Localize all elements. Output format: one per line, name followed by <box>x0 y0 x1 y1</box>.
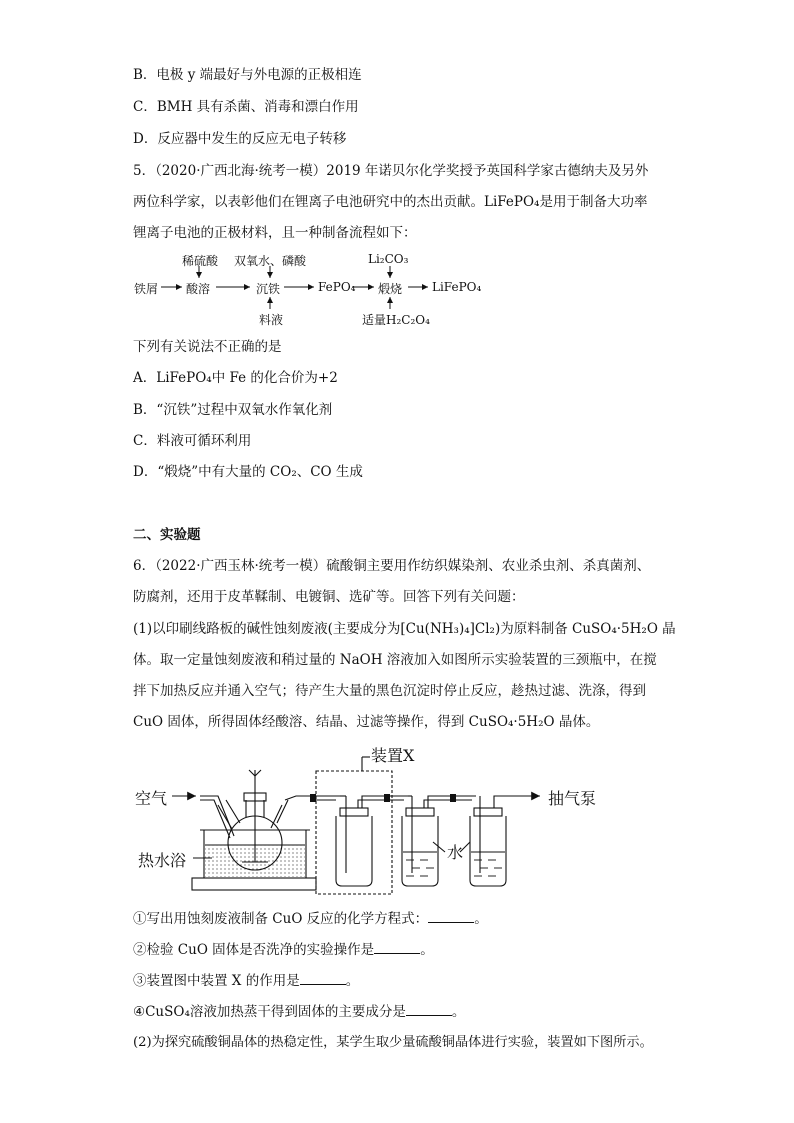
section-heading: 二、实验题 <box>133 527 201 543</box>
flow-reagent-oxalic-acid: 适量H₂C₂O₄ <box>362 313 430 327</box>
flow-reagent-li2co3: Li₂CO₃ <box>368 252 409 266</box>
q5-option-a: A．LiFePO₄中 Fe 的化合价为+2 <box>133 370 338 386</box>
q6-sub1 <box>133 910 488 928</box>
flow-node-lifepo4: LiFePO₄ <box>432 280 482 294</box>
q4-option-d: D．反应器中发生的反应无电子转移 <box>133 131 347 147</box>
q5-option-d: D．“煅烧”中有大量的 CO₂、CO 生成 <box>133 464 363 480</box>
q5-option-c: C．料液可循环利用 <box>133 433 252 449</box>
flow-reagent-peroxide-phosphoric: 双氧水、磷酸 <box>234 254 307 268</box>
q6-sub2-text: ②检验 CuO 固体是否洗净的实验操作是 <box>133 942 375 958</box>
answer-blank-1[interactable] <box>428 910 474 923</box>
q6-stem-line1: 6．（2022·广西玉林·统考一模）硫酸铜主要用作纺织媒染剂、农业杀虫剂、杀真菌剂、 <box>133 558 651 574</box>
hot-water-bath-label: 热水浴 <box>138 851 187 870</box>
answer-blank-3[interactable] <box>300 972 346 985</box>
q6-part2: (2)为探究硫酸铜晶体的热稳定性，某学生取少量硫酸铜晶体进行实验，装置如下图所示。 <box>133 1035 653 1050</box>
air-label: 空气 <box>135 789 168 808</box>
q6-sub1-end: 。 <box>474 911 488 927</box>
q6-part1-line4: CuO 固体，所得固体经酸溶、结晶、过滤等操作，得到 CuSO₄·5H₂O 晶体。 <box>133 714 600 730</box>
flow-node-precipitate-iron: 沉铁 <box>256 282 281 296</box>
q6-sub2-end: 。 <box>420 942 434 958</box>
q6-sub3-end: 。 <box>345 973 360 989</box>
q5-stem-line2: 两位科学家，以表彰他们在锂离子电池研究中的杰出贡献。LiFePO₄是用于制备大功率 <box>133 194 648 210</box>
answer-blank-4[interactable] <box>406 1003 452 1016</box>
q5-stem-line3: 锂离子电池的正极材料，且一种制备流程如下： <box>133 225 417 241</box>
device-x-label: 装置X <box>371 746 415 765</box>
flow-node-calcine: 煅烧 <box>378 282 403 296</box>
q6-sub4-text: ④CuSO₄溶液加热蒸干得到固体的主要成分是 <box>133 1004 406 1020</box>
water-label: 水 <box>447 843 464 862</box>
flow-node-fepo4: FePO₄ <box>318 280 356 294</box>
q5-option-b: B．“沉铁”过程中双氧水作氧化剂 <box>133 402 333 418</box>
q6-part1-line3: 拌下加热反应并通入空气；待产生大量的黑色沉淀时停止反应，趁热过滤、洗涤，得到 <box>133 683 646 699</box>
q4-option-b: B．电极 y 端最好与外电源的正极相连 <box>133 67 362 83</box>
q6-part1-line1: (1)以印刷线路板的碱性蚀刻废液(主要成分为[Cu(NH₃)₄]Cl₂)为原料制备 CuSO₄·5H₂O 晶 <box>133 621 676 637</box>
q6-sub2 <box>133 941 434 959</box>
q4-option-c: C．BMH 具有杀菌、消毒和漂白作用 <box>133 99 359 115</box>
q6-sub4-end: 。 <box>451 1004 466 1020</box>
flow-byproduct-liquid: 料液 <box>259 313 284 327</box>
flow-node-acid-dissolve: 酸溶 <box>186 282 211 296</box>
q6-sub3-text: ③装置图中装置 X 的作用是 <box>133 973 300 989</box>
q6-stem-line2: 防腐剂，还用于皮革鞣制、电镀铜、选矿等。回答下列有关问题： <box>133 589 525 605</box>
q5-question: 下列有关说法不正确的是 <box>133 339 282 355</box>
q6-sub1-text: ①写出用蚀刻废液制备 CuO 反应的化学方程式： <box>133 911 429 927</box>
q5-stem-line1: 5．（2020·广西北海·统考一模）2019 年诺贝尔化学奖授予英国科学家古德纳夫及另外 <box>133 163 649 179</box>
flow-node-iron-scraps: 铁屑 <box>134 282 159 296</box>
flow-reagent-sulfuric-acid: 稀硫酸 <box>182 254 219 268</box>
answer-blank-2[interactable] <box>374 941 420 954</box>
q6-sub3 <box>133 972 359 990</box>
pump-label: 抽气泵 <box>548 789 597 808</box>
q6-sub4 <box>133 1003 465 1021</box>
q6-part1-line2: 体。取一定量蚀刻废液和稍过量的 NaOH 溶液加入如图所示实验装置的三颈瓶中，在搅 <box>133 652 657 668</box>
